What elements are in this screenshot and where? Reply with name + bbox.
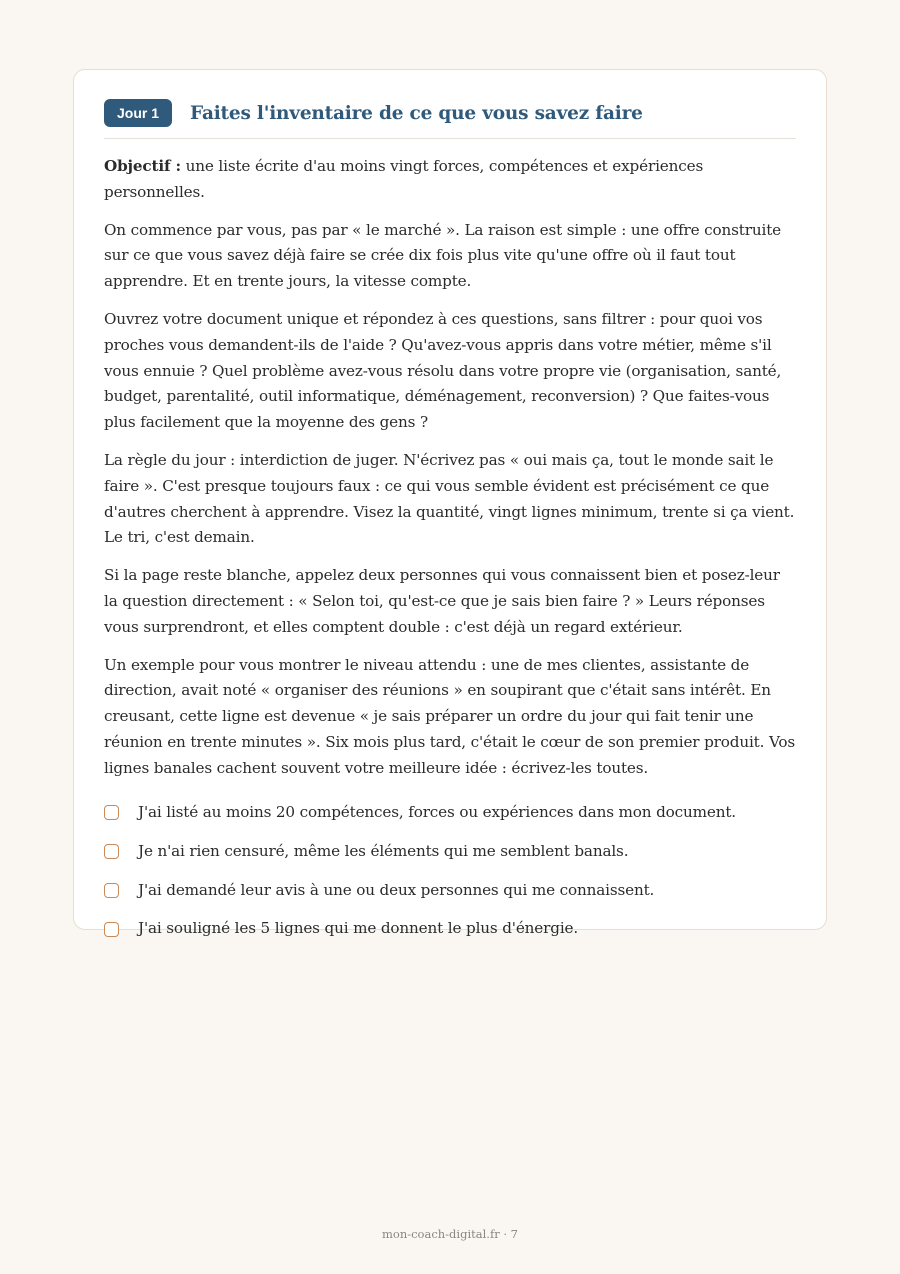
checklist-item-label: Je n'ai rien censuré, même les éléments qui me semblent banals. bbox=[138, 841, 629, 860]
objective bbox=[104, 154, 796, 206]
day-badge: Jour 1 bbox=[104, 99, 172, 127]
paragraph-blank-page: Si la page reste blanche, appelez deux personnes qui vous connaissent bien et posez-leur la question directement : « Selon toi, qu'est-ce que je sais bien faire ? » Leurs réponses vous surprendront, et elles comptent double : c'est déjà un regard extérieur. bbox=[104, 566, 780, 636]
checklist bbox=[104, 794, 796, 949]
day-header bbox=[104, 98, 796, 139]
paragraph-questions: Ouvrez votre document unique et répondez à ces questions, sans filtrer : pour quoi vos proches vous demandent-ils de l'aide ? Qu'avez-vous appris dans votre métier, même s'il vous ennuie ? Quel problème avez-vous résolu dans votre propre vie (organisation, santé, budget, parentalité, outil informatique, déménagement, reconversion) ? Que faites-vous plus facilement que la moyenne des gens ? bbox=[104, 309, 782, 432]
checkbox[interactable] bbox=[104, 922, 119, 937]
checklist-item bbox=[104, 910, 796, 949]
objective-label: Objectif : bbox=[104, 157, 181, 175]
checklist-item-label: J'ai listé au moins 20 compétences, forces ou expériences dans mon document. bbox=[138, 803, 736, 822]
page-footer: mon-coach-digital.fr · 7 bbox=[381, 1227, 518, 1241]
day-card bbox=[73, 69, 827, 938]
paragraph-intro: On commence par vous, pas par « le marché ». La raison est simple : une offre construite sur ce que vous savez déjà faire se crée dix fois plus vite qu'une offre où il faut tout apprendre. Et en trente jours, la vitesse compte. bbox=[104, 220, 781, 291]
checkbox[interactable] bbox=[104, 883, 119, 898]
checklist-item bbox=[104, 871, 796, 910]
checklist-item bbox=[104, 832, 796, 871]
checklist-item-label: J'ai souligné les 5 lignes qui me donnent le plus d'énergie. bbox=[138, 919, 579, 938]
day-content bbox=[104, 154, 796, 949]
paragraph-example: Un exemple pour vous montrer le niveau attendu : une de mes clientes, assistante de direction, avait noté « organiser des réunions » en soupirant que c'était sans intérêt. En creusant, cette ligne est devenue « je sais préparer un ordre du jour qui fait tenir une réunion en trente minutes ». Six mois plus tard, c'était le cœur de son premier produit. Vos lignes banales cachent souvent votre meilleure idée : écrivez-les toutes. bbox=[104, 655, 796, 777]
checklist-item-label: J'ai demandé leur avis à une ou deux personnes qui me connaissent. bbox=[138, 880, 655, 899]
paragraph-rule: La règle du jour : interdiction de juger. N'écrivez pas « oui mais ça, tout le monde sait le faire ». C'est presque toujours faux : ce qui vous semble évident est précisément ce que d'autres cherchent à apprendre. Visez la quantité, vingt lignes minimum, trente si ça vient. Le tri, c'est demain. bbox=[104, 450, 795, 547]
checklist-item bbox=[104, 794, 796, 833]
checkbox[interactable] bbox=[104, 805, 119, 820]
checkbox[interactable] bbox=[104, 844, 119, 859]
objective-text: une liste écrite d'au moins vingt forces, compétences et expériences personnelles. bbox=[104, 157, 704, 201]
day-title: Faites l'inventaire de ce que vous savez faire bbox=[190, 102, 643, 124]
